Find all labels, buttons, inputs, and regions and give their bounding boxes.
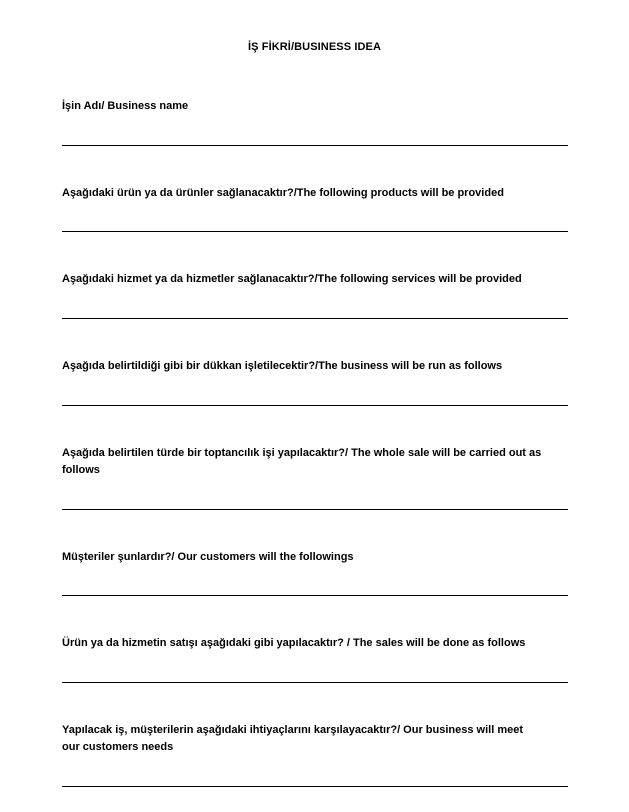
field-label-shop: Aşağıda belirtildiği gibi bir dükkan işletilecektir?/The business will be run as follows xyxy=(62,360,503,372)
answer-line-services[interactable] xyxy=(62,318,568,319)
field-label-wholesale: Aşağıda belirtilen türde bir toptancılık işi yapılacaktır?/ The whole sale will be carried out as follows xyxy=(62,447,542,476)
answer-line-customer-needs[interactable] xyxy=(62,786,568,787)
field-label-products: Aşağıdaki ürün ya da ürünler sağlanacaktır?/The following products will be provided xyxy=(62,187,504,199)
field-label-business-name: İşin Adı/ Business name xyxy=(62,100,189,112)
answer-line-sales[interactable] xyxy=(62,682,568,683)
field-label-services: Aşağıdaki hizmet ya da hizmetler sağlanacaktır?/The following services will be provided xyxy=(62,273,522,285)
answer-line-customers[interactable] xyxy=(62,595,568,596)
answer-line-shop[interactable] xyxy=(62,405,568,406)
field-label-customers: Müşteriler şunlardır?/ Our customers will the followings xyxy=(62,551,354,563)
answer-line-business-name[interactable] xyxy=(62,145,568,146)
answer-line-wholesale[interactable] xyxy=(62,509,568,510)
document-title: İŞ FİKRİ/BUSINESS IDEA xyxy=(248,41,381,53)
field-label-customer-needs: Yapılacak iş, müşterilerin aşağıdaki ihtiyaçlarını karşılayacaktır?/ Our business will meet our customers needs xyxy=(62,724,523,753)
field-label-sales: Ürün ya da hizmetin satışı aşağıdaki gibi yapılacaktır? / The sales will be done as follows xyxy=(62,637,526,649)
answer-line-products[interactable] xyxy=(62,231,568,232)
